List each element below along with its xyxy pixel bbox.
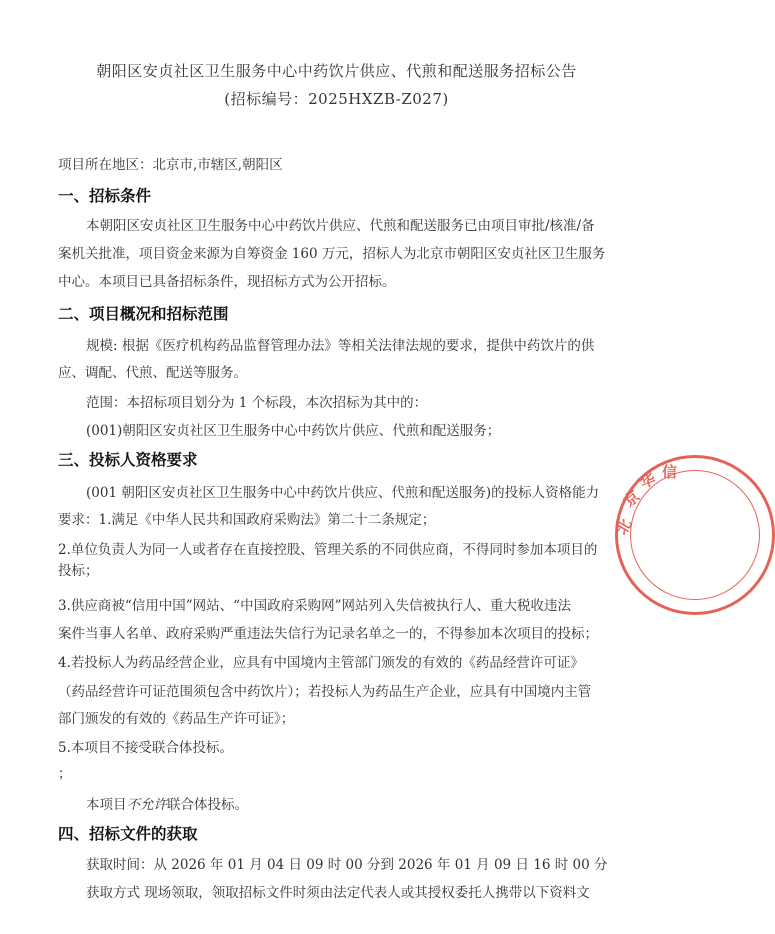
section3-text: 本项目 [86,797,127,813]
document-title: 朝阳区安贞社区卫生服务中心中药饮片供应、代煎和配送服务招标公告 [96,62,577,80]
section3-line: ； [58,766,72,782]
section4-heading: 四、招标文件的获取 [58,825,198,843]
section3-line: 投标； [58,563,99,579]
section3-line: 3.供应商被“信用中国”网站、“中国政府采购网”网站列入失信被执行人、重大税收违法 [58,598,571,614]
section2-line: 规模: 根据《医疗机构药品监督管理办法》等相关法律法规的要求，提供中药饮片的供 [86,338,595,354]
section4-line: 获取时间：从 2026 年 01 月 04 日 09 时 00 分到 2026 年 01 月 09 日 16 时 00 分 [86,857,608,873]
project-location: 项目所在地区：北京市,市辖区,朝阳区 [58,157,283,173]
section2-heading: 二、项目概况和招标范围 [58,305,229,323]
section3-line: 5.本项目不接受联合体投标。 [58,740,233,756]
section3-line: 4.若投标人为药品经营企业，应具有中国境内主管部门颁发的有效的《药品经营许可证》 [58,655,584,671]
section2-line: (001)朝阳区安贞社区卫生服务中心中药饮片供应、代煎和配送服务； [86,423,501,439]
section2-line: 应、调配、代煎、配送等服务。 [58,365,247,381]
section3-line: 2.单位负责人为同一人或者存在直接控股、管理关系的不同供应商，不得同时参加本项目的 [58,542,598,558]
tender-number: (招标编号：2025HXZB-Z027) [224,90,449,108]
company-seal [612,455,775,615]
section1-line: 本朝阳区安贞社区卫生服务中心中药饮片供应、代煎和配送服务已由项目审批/核准/备 [86,218,595,234]
section4-line: 获取方式 现场领取，领取招标文件时须由法定代表人或其授权委托人携带以下资料文 [86,885,590,901]
section3-heading: 三、投标人资格要求 [58,451,198,469]
section3-emphasis: 不允许 [126,797,167,813]
seal-character: 京 [620,487,644,511]
section3-line [86,796,248,814]
section1-line: 案机关批准，项目资金来源为自筹资金 160 万元，招标人为北京市朝阳区安贞社区卫生服务 [58,246,606,262]
section3-line: 要求：1.满足《中华人民共和国政府采购法》第二十二条规定； [58,512,436,528]
section3-line: 部门颁发的有效的《药品生产许可证》； [58,711,295,727]
section1-heading: 一、招标条件 [58,187,152,205]
section3-line: （药品经营许可证范围须包含中药饮片）；若投标人为药品生产企业，应具有中国境内主管 [58,684,592,700]
seal-character: 华 [637,469,658,492]
seal-character: 北 [612,515,636,538]
section2-line: 范围：本招标项目划分为 1 个标段，本次招标为其中的： [86,395,428,411]
section3-text: 联合体投标。 [167,797,248,813]
section1-line: 中心。本项目已具备招标条件，现招标方式为公开招标。 [58,274,396,290]
seal-character: 信 [662,463,678,481]
section3-line: (001 朝阳区安贞社区卫生服务中心中药饮片供应、代煎和配送服务)的投标人资格能力 [86,485,600,501]
section3-line: 案件当事人名单、政府采购严重违法失信行为记录名单之一的，不得参加本次项目的投标； [58,626,598,642]
